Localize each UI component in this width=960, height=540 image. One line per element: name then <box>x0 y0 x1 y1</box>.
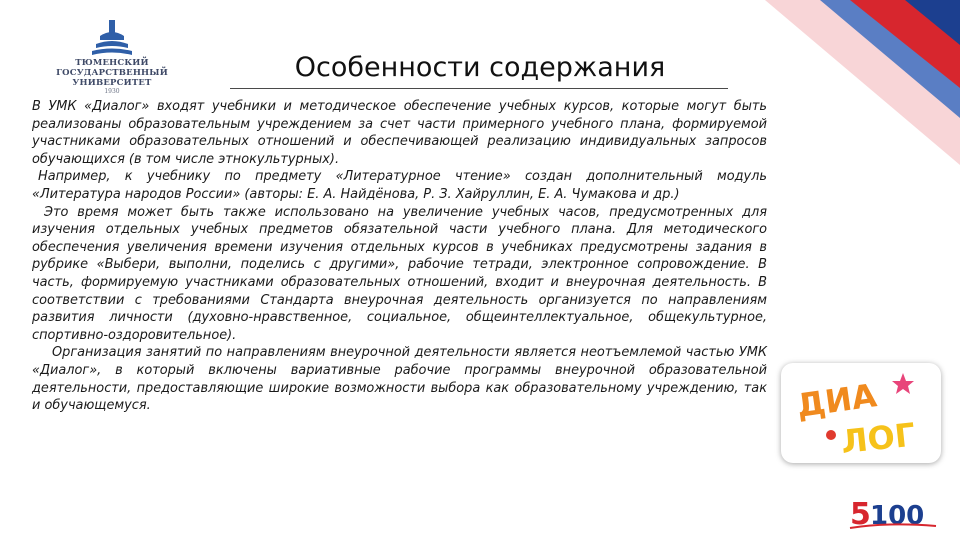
paragraph-4: Организация занятий по направлениям внеурочной деятельности является неотъемлемой частью УМК «Диалог», в который включены вариативные рабочие программы внеурочной образовательной деятельности, предоставляющие широкие возможности выбора как образовательному учреждению, так и обучающемуся. <box>32 345 767 414</box>
university-name-line2: УНИВЕРСИТЕТ <box>72 78 152 88</box>
body-text <box>32 98 767 415</box>
university-name-line1: ТЮМЕНСКИЙ ГОСУДАРСТВЕННЫЙ <box>56 58 168 78</box>
badge-number: 100 <box>870 501 925 531</box>
dialog-logo-dot <box>826 430 836 440</box>
dialog-logo-line1: ДИА <box>794 376 879 425</box>
paragraph-2: Например, к учебнику по предмету «Литературное чтение» создан дополнительный модуль «Литература народов России» (авторы: Е. А. Найдёнова, Р. З. Хайруллин, Е. А. Чумакова и др.) <box>32 169 767 202</box>
university-emblem-icon <box>82 18 142 58</box>
badge-digit: 5 <box>850 497 871 532</box>
page-title: Особенности содержания <box>294 52 666 83</box>
project-5-100-logo <box>848 492 938 532</box>
title-underline <box>230 88 728 89</box>
university-year: 1930 <box>104 88 120 95</box>
university-logo <box>32 18 192 98</box>
paragraph-1: В УМК «Диалог» входят учебники и методическое обеспечение учебных курсов, которые могут быть реализованы образовательным учреждением за счет части примерного учебного плана, формируемой участниками образовательных отношений и обеспечивающей реализацию индивидуальных запросов обучающихся (в том числе этнокультурных). <box>32 99 767 167</box>
dialog-logo-line2: ЛОГ <box>839 415 917 462</box>
star-icon <box>892 373 914 394</box>
dialog-logo <box>781 363 941 463</box>
paragraph-3: Это время может быть также использовано на увеличение учебных часов, предусмотренных для изучения отдельных учебных предметов обязательной части учебного плана. Для методического обеспечения увеличения времени изучения отдельных курсов в учебниках предусмотрены задания в рубрике «Выбери, выполни, поделись с другими», рабочие тетради, электронное сопровождение. В часть, формируемую участниками образовательных отношений, входит и внеурочная деятельность. В соответствии с требованиями Стандарта внеурочная деятельность организуется по направлениям развития личности (духовно-нравственное, социальное, общеинтеллектуальное, общекультурное, спортивно-оздоровительное). <box>32 204 767 343</box>
